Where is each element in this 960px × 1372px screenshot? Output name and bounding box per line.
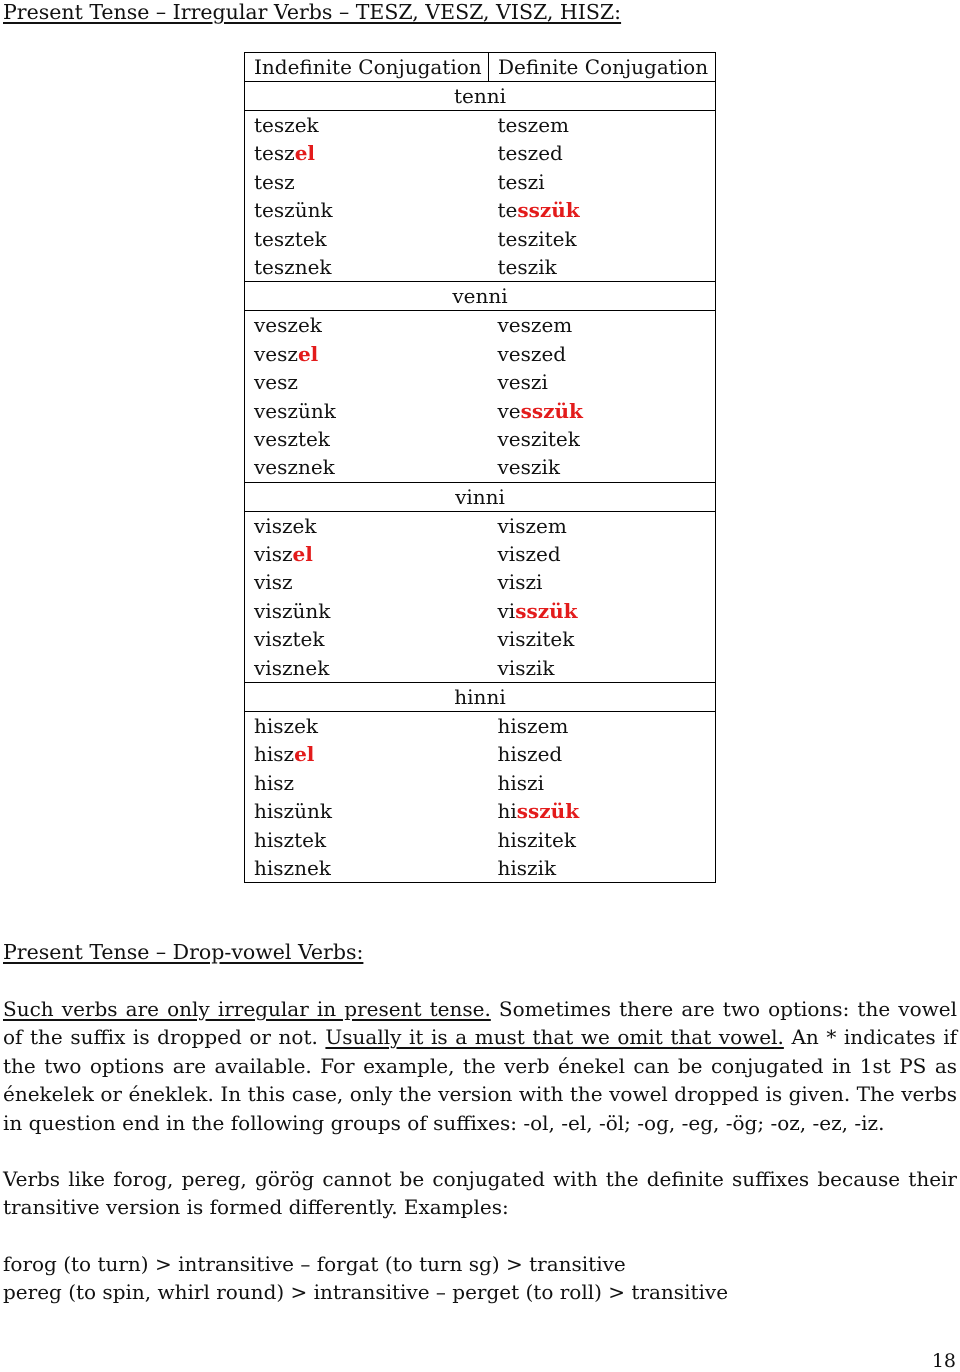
form-suffix: itek [537,827,576,852]
suffix: -ez [812,1110,842,1135]
form-suffix: ik [536,655,555,680]
underlined-sentence: Such verbs are only irregular in present tense. [3,997,491,1021]
form-stem: tesz [254,169,295,194]
form-stem: tesz [254,113,295,137]
conjugated-form [498,654,716,682]
form-stem: visz [497,513,536,538]
form-suffix: nek [292,655,330,680]
conjugated-form [498,797,716,825]
form-suffix: ed [536,542,561,567]
infinitive-cell: hinni [245,683,716,712]
form-stem: visz [254,570,293,595]
form-stem: hisz [497,742,538,767]
forms-row [245,511,716,682]
conjugated-form [254,368,489,396]
conjugated-form [254,111,489,139]
conjugated-form [498,139,716,167]
conjugated-form [498,512,716,540]
form-stem: vesz [254,341,298,366]
conjugated-form [498,712,716,740]
form-stem: hisz [254,714,295,739]
form-stem: vesz [497,341,542,366]
conjugation-table [244,52,716,883]
form-stem: hisz [497,855,538,880]
form-suffix: i [538,169,545,194]
form-stem: ve [497,398,521,423]
conjugated-form [254,625,489,653]
form-stem: vesz [254,313,298,338]
highlighted-suffix: sszük [517,198,580,223]
form-stem: te [497,198,518,223]
conjugated-form [498,225,716,253]
form-stem: visz [497,570,536,595]
form-stem: vi [497,598,516,623]
form-stem: visz [254,627,293,652]
conjugated-form [498,253,716,281]
form-stem: tesz [254,254,295,279]
form-stem: vesz [254,370,298,395]
indefinite-forms-cell [245,712,489,883]
infinitive-cell: tenni [245,82,716,111]
conjugated-form [498,340,716,368]
suffix: -el [561,1110,587,1135]
form-suffix: ed [541,341,567,366]
table-header-row [245,53,716,82]
form-stem: hisz [254,770,295,795]
conjugated-form [498,111,716,139]
form-stem: vesz [497,313,542,338]
conjugated-form [254,311,489,339]
conjugated-form [498,168,716,196]
form-suffix: ünk [294,198,333,223]
form-stem: hisz [254,827,295,852]
underlined-sentence: Usually it is a must that we omit that vowel. [325,1025,784,1050]
definite-forms-cell [489,712,716,883]
form-stem: tesz [254,226,295,251]
infinitive-cell: vinni [245,482,716,511]
form-stem: visz [254,655,293,680]
form-suffix: em [541,313,573,338]
form-stem: vesz [254,455,298,480]
conjugated-form [498,769,716,797]
form-suffix: ünk [292,598,331,623]
conjugated-form [254,797,489,825]
form-stem: hisz [497,770,538,795]
form-stem: tesz [497,141,539,166]
form-stem: vesz [497,370,542,395]
form-suffix: ek [294,113,319,137]
conjugated-form [254,397,489,425]
paragraph-text: An * indicates if the two options are available. For example, the verb énekel can be conjugated in 1st PS as énekelek or éneklek. In this case, only the version with the vowel dropped is given. The verbs in question end in the following groups of suffixes: [3,1025,957,1135]
form-suffix: tek [294,226,327,251]
form-stem: tesz [497,226,539,251]
suffix: -öl [598,1110,625,1135]
forms-row [245,311,716,482]
section-heading-irregular-verbs: Present Tense – Irregular Verbs – TESZ, VESZ, VISZ, HISZ: [3,0,622,24]
example-line: pereg (to spin, whirl round) > intransitive – perget (to roll) > transitive [3,1280,729,1305]
conjugated-form [498,625,716,653]
highlighted-suffix: el [297,341,319,366]
conjugated-form [254,854,489,882]
form-suffix: ek [297,313,322,338]
form-stem: vesz [254,398,298,423]
form-stem: tesz [254,141,295,166]
section-heading-drop-vowel-verbs: Present Tense – Drop-vowel Verbs: [3,940,364,964]
form-suffix: tek [292,627,325,652]
conjugated-form [498,397,716,425]
highlighted-suffix: sszük [520,398,583,423]
conjugated-form [498,568,716,596]
conjugated-form [254,196,489,224]
conjugated-form [254,826,489,854]
definite-forms-cell [489,511,716,682]
conjugated-form [498,368,716,396]
form-stem: visz [497,542,536,567]
form-stem: hisz [254,742,295,767]
form-suffix: ik [541,455,560,480]
header-indefinite-conjugation: Indefinite Conjugation [245,53,489,82]
form-suffix: tek [297,426,330,451]
infinitive-cell: venni [245,282,716,311]
form-suffix: itek [536,627,575,652]
paragraph-text: Sometimes there are two options: the vowel of the suffix is dropped or not. [3,997,957,1050]
form-stem: tesz [497,254,539,279]
conjugated-form [254,139,489,167]
form-suffix: ek [294,714,319,739]
form-stem: tesz [254,198,295,223]
form-stem: vesz [254,426,298,451]
examples-block [3,1250,957,1307]
form-stem: vesz [497,455,542,480]
form-suffix: em [536,513,567,538]
conjugated-form [498,425,716,453]
indefinite-forms-cell [245,511,489,682]
form-stem: hisz [497,827,538,852]
conjugated-form [498,826,716,854]
conjugated-form [254,512,489,540]
form-suffix: ünk [297,398,336,423]
conjugated-form [254,568,489,596]
conjugated-form [254,712,489,740]
form-suffix: ek [292,513,317,538]
suffix: -eg [681,1110,714,1135]
form-stem: visz [497,627,536,652]
conjugated-form [498,540,716,568]
suffix-list: -ol, -el, -öl; -og, -eg, -ög; -oz, -ez, -iz [523,1110,879,1135]
indefinite-forms-cell [245,111,489,282]
conjugated-form [498,597,716,625]
verb-row [245,282,716,311]
form-stem: hisz [254,799,295,824]
form-stem: vesz [497,426,542,451]
form-stem: visz [497,655,536,680]
forms-row [245,111,716,282]
conjugation-table-body [245,82,716,883]
example-line: forog (to turn) > intransitive – forgat (to turn sg) > transitive [3,1252,626,1276]
header-definite-conjugation: Definite Conjugation [489,53,716,82]
form-suffix: nek [294,254,332,279]
definite-forms-cell [489,111,716,282]
indefinite-forms-cell [245,311,489,482]
form-suffix: ünk [294,799,332,824]
forms-row [245,712,716,883]
page-number: 18 [931,1350,956,1372]
conjugated-form [498,740,716,768]
suffix: -iz [854,1110,879,1135]
conjugated-form [254,597,489,625]
suffix: -oz [770,1110,800,1135]
form-suffix: ik [537,855,557,880]
form-suffix: ik [538,254,557,279]
form-suffix: tek [294,827,327,852]
form-stem: tesz [497,169,539,194]
verb-row [245,482,716,511]
verb-row [245,82,716,111]
form-suffix: i [536,570,543,595]
form-stem: tesz [497,113,539,137]
form-suffix: ed [538,141,563,166]
form-suffix: ed [537,742,563,767]
conjugated-form [498,196,716,224]
conjugated-form [254,253,489,281]
form-suffix: nek [297,455,335,480]
form-suffix: em [537,714,569,739]
form-suffix: em [538,113,569,137]
form-stem: visz [254,598,293,623]
highlighted-suffix: el [292,542,313,567]
form-stem: hi [497,799,517,824]
suffix: -ög [725,1110,758,1135]
conjugated-form [498,854,716,882]
highlighted-suffix: el [294,141,316,166]
definite-forms-cell [489,311,716,482]
conjugated-form [254,654,489,682]
transitive-note-paragraph: Verbs like forog, pereg, görög cannot be conjugated with the definite suffixes because their transitive version is formed differently. Examples: [3,1167,957,1220]
form-suffix: i [541,370,548,395]
form-suffix: i [537,770,544,795]
form-stem: hisz [497,714,538,739]
conjugated-form [254,769,489,797]
conjugated-form [254,453,489,481]
suffix: -og [637,1110,669,1135]
conjugated-form [254,540,489,568]
highlighted-suffix: sszük [515,598,578,623]
conjugated-form [498,453,716,481]
form-stem: visz [254,513,293,538]
highlighted-suffix: el [294,742,315,767]
conjugated-form [254,740,489,768]
suffix: -ol [523,1110,549,1135]
verb-row [245,683,716,712]
form-stem: hisz [254,855,295,880]
form-stem: visz [254,542,293,567]
conjugated-form [498,311,716,339]
form-suffix: nek [294,855,331,880]
drop-vowel-explanation-paragraph: Such verbs are only irregular in present tense. Sometimes there are two options: the vowel of the suffix is dropped or not. Usually it is a must that we omit that vowel. An * indicates if the two options are available. For example, the verb énekel can be conjugated in 1st PS as énekelek or éneklek. In this case, only the version with the vowel dropped is given. The verbs in question end in the following groups of suffixes: -ol, -el, -öl; -og, -eg, -ög; -oz, -ez, -iz. [3,997,957,1135]
conjugated-form [254,168,489,196]
conjugated-form [254,425,489,453]
form-suffix: itek [538,226,577,251]
highlighted-suffix: sszük [516,799,580,824]
conjugated-form [254,340,489,368]
form-suffix: itek [541,426,580,451]
conjugated-form [254,225,489,253]
